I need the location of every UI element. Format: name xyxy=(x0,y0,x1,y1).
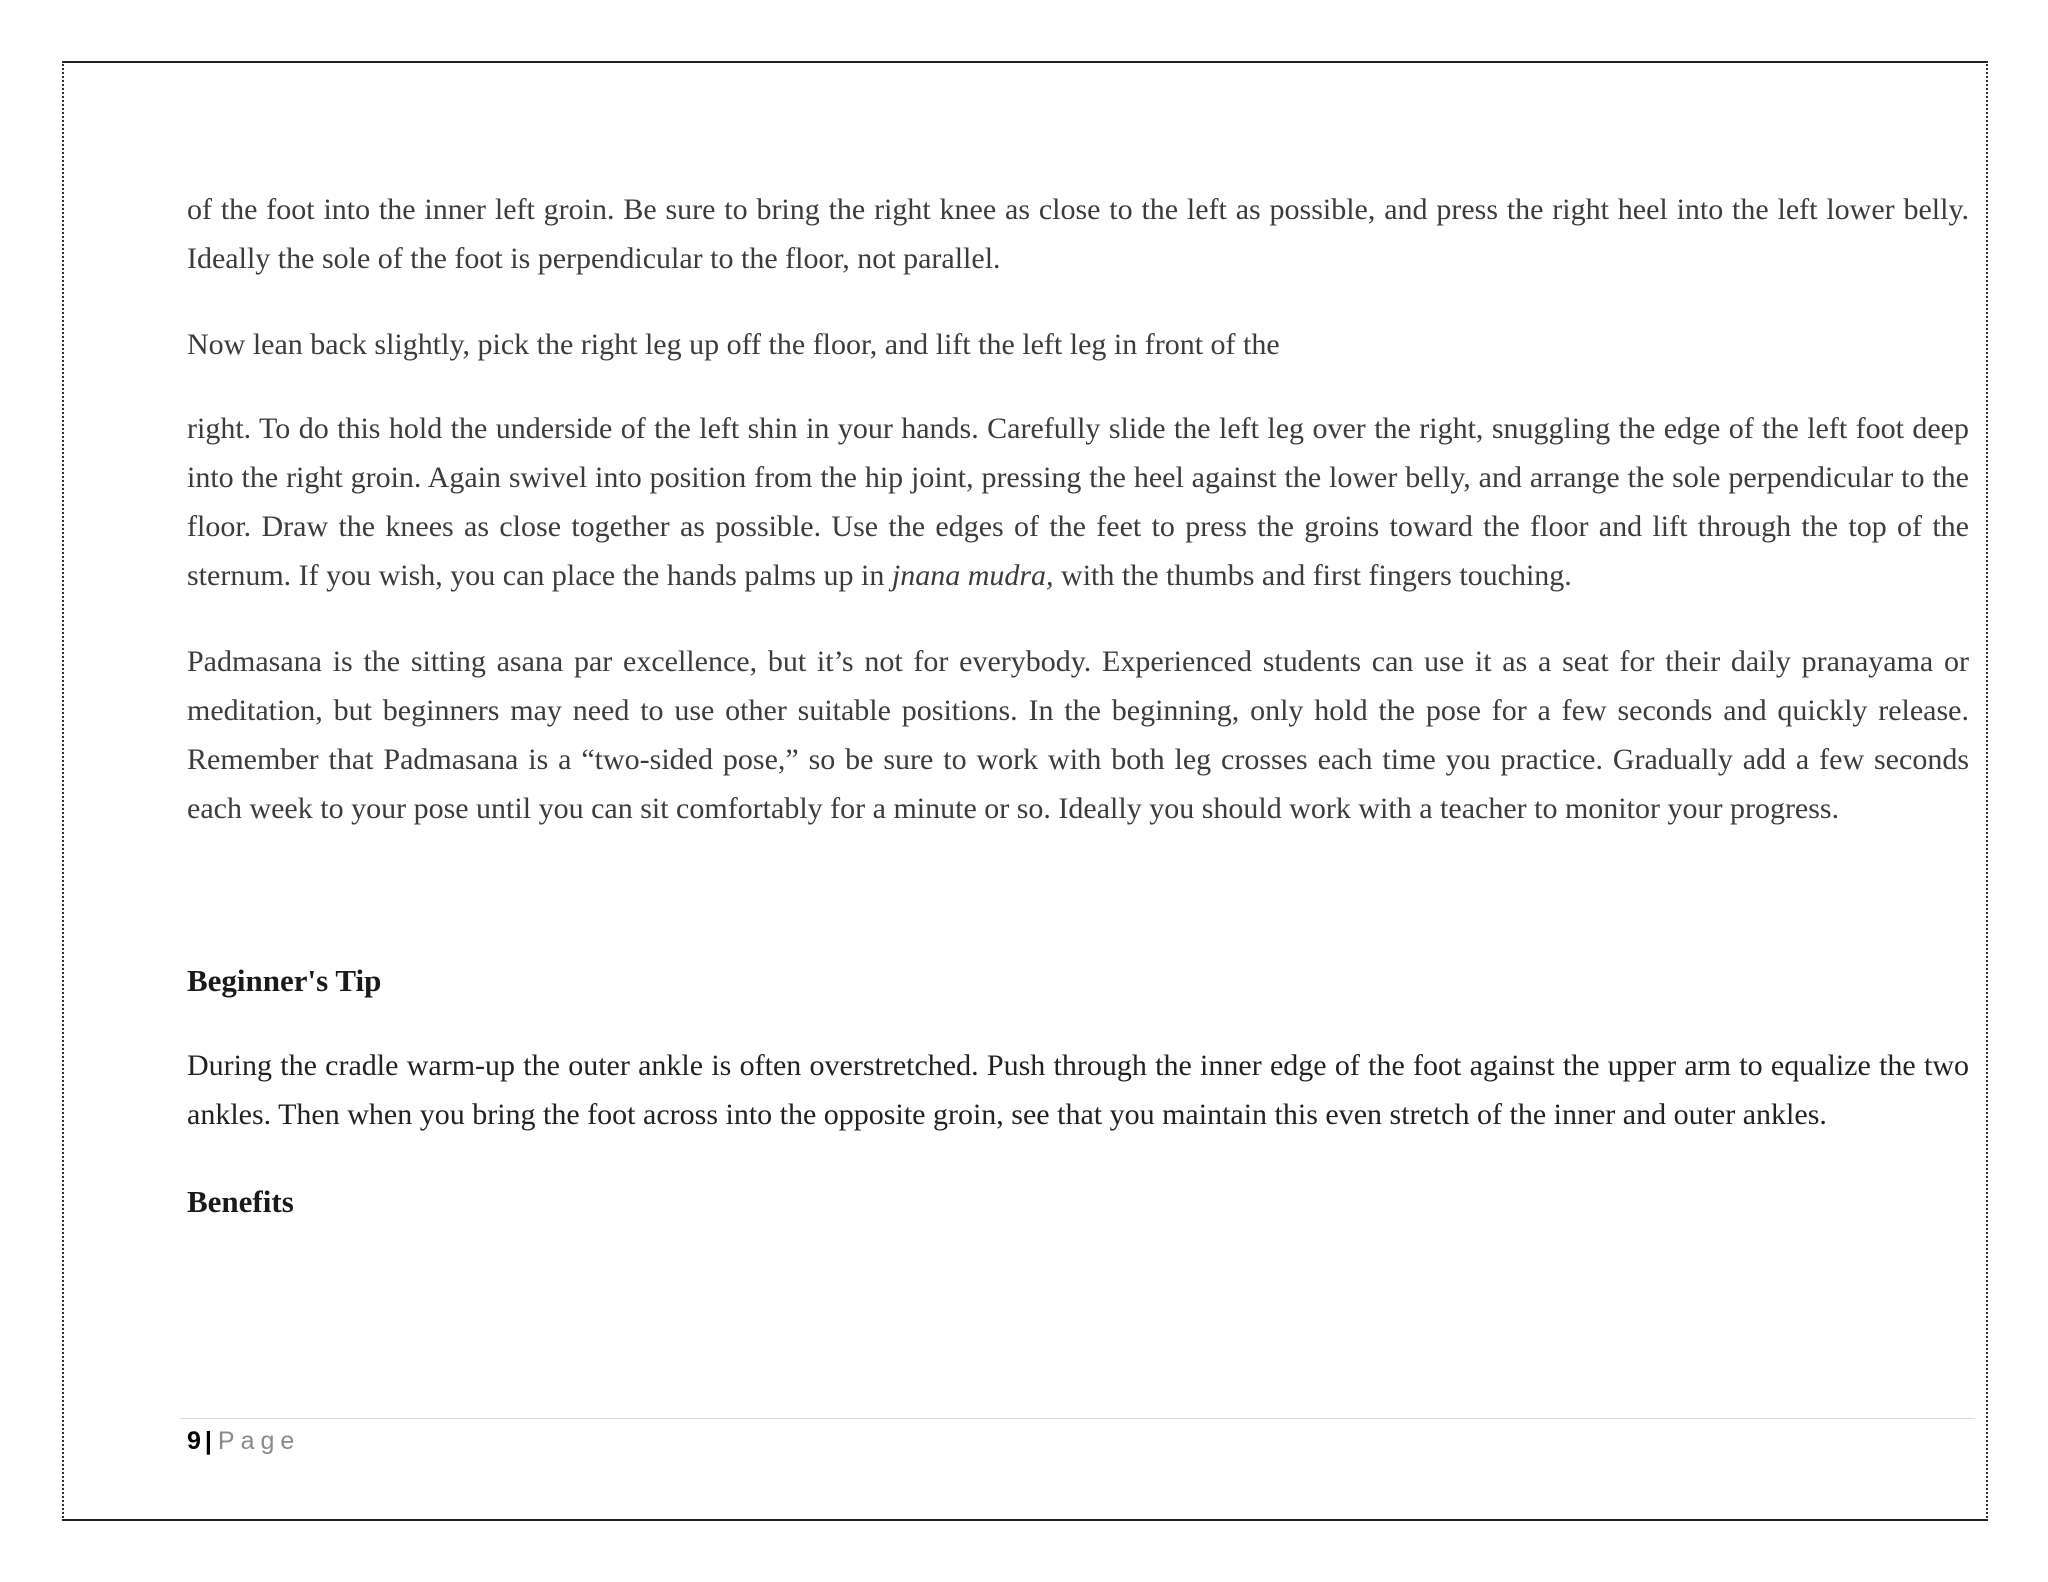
paragraph-slide-left-leg xyxy=(187,404,1969,600)
document-body xyxy=(187,185,1969,1226)
page-number: 9 xyxy=(187,1427,201,1455)
paragraph-padmasana: Padmasana is the sitting asana par excellence, but it’s not for everybody. Experienced students can use it as a seat for their daily pranayama or meditation, but beginners may need to use other suitable positions. In the beginning, only hold the pose for a few seconds and quickly release. Remember that Padmasana is a “two-sided pose,” so be sure to work with both leg crosses each time you practice. Gradually add a few seconds each week to your pose until you can sit comfortably for a minute or so. Ideally you should work with a teacher to monitor your progress. xyxy=(187,645,1969,825)
beginners-tip-text: During the cradle warm-up the outer ankle is often overstretched. Push through the inner edge of the foot against the upper arm to equalize the two ankles. Then when you bring the foot across into the opposite groin, see that you maintain this even stretch of the inner and outer ankles. xyxy=(187,1049,1969,1131)
footer-separator: | xyxy=(204,1427,212,1455)
page-label: Page xyxy=(217,1427,301,1455)
benefits-heading: Benefits xyxy=(187,1184,294,1219)
footer-divider xyxy=(180,1418,1975,1419)
paragraph-slide-left-leg-end: with the thumbs and first fingers touching. xyxy=(1053,559,1572,592)
paragraph-foot-into-groin: of the foot into the inner left groin. Be sure to bring the right knee as close to the left as possible, and press the right heel into the left lower belly. Ideally the sole of the foot is perpendicular to the floor, not parallel. xyxy=(187,193,1969,275)
jnana-mudra-term: jnana mudra, xyxy=(891,559,1054,592)
page-footer xyxy=(187,1424,300,1458)
paragraph-lean-back: Now lean back slightly, pick the right leg up off the floor, and lift the left leg in front of the xyxy=(187,328,1280,361)
paragraph-slide-left-leg-text: right. To do this hold the underside of the left shin in your hands. Carefully slide the left leg over the right, snuggling the edge of the left foot deep into the right groin. Again swivel into position from the hip joint, pressing the heel against the lower belly, and arrange the sole perpendicular to the floor. Draw the knees as close together as possible. Use the edges of the feet to press the groins toward the floor and lift through the top of the sternum. If you wish, you can place the hands palms up in xyxy=(187,412,1969,592)
beginners-tip-heading: Beginner's Tip xyxy=(187,963,382,998)
